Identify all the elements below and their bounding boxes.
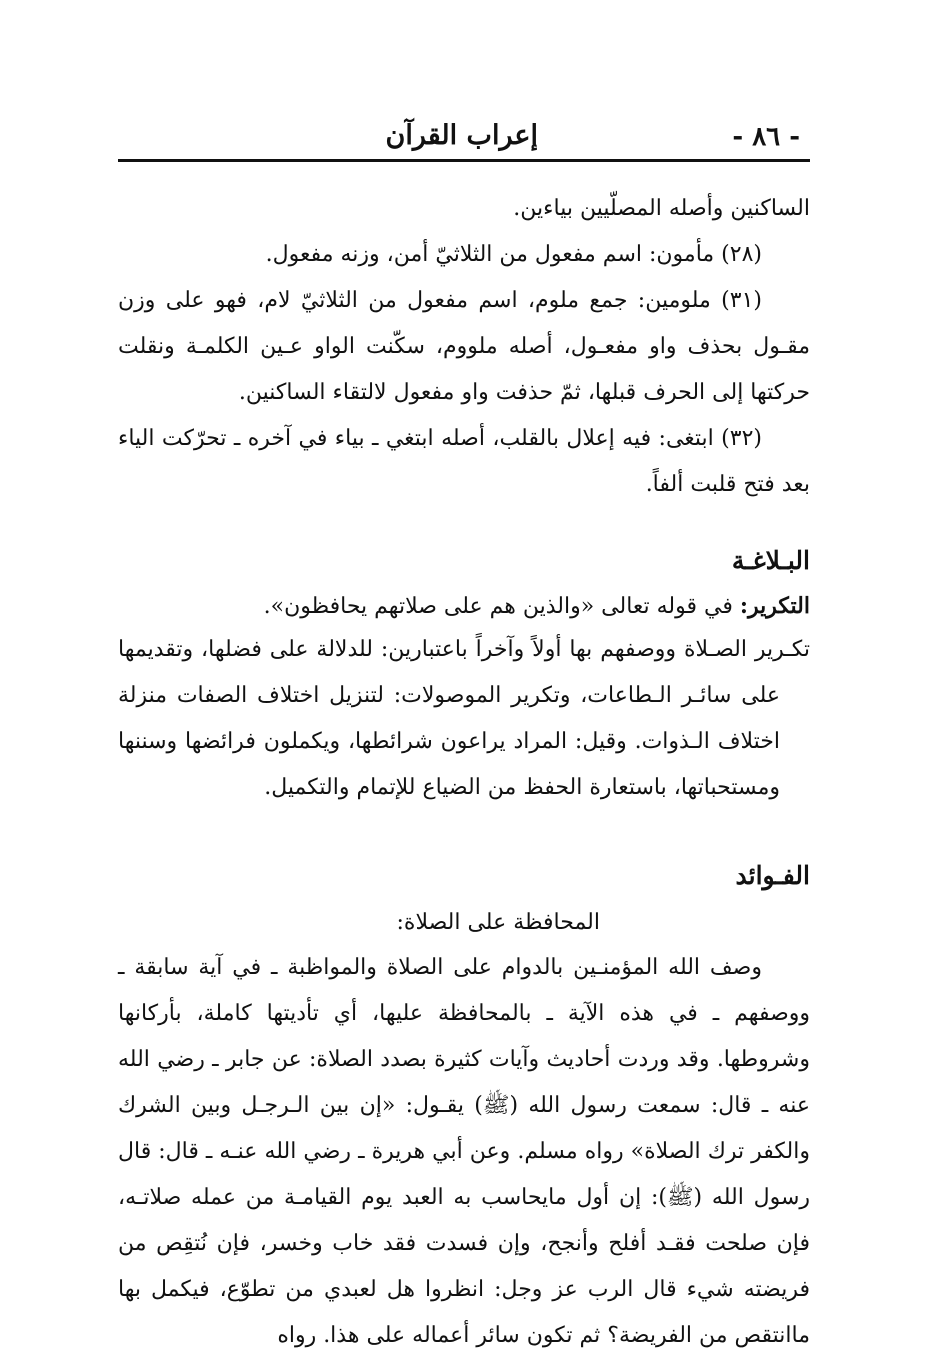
note-28: (٢٨) مأمون: اسم مفعول من الثلاثيّ أمن، وزنه مفعول.	[265, 242, 762, 267]
fawaid-subheading: المحافظة على الصلاة:	[396, 910, 600, 935]
note-32: (٣٢) ابتغى: فيه إعلال بالقلب، أصله ابتغي ـ بياء في آخره ـ تحرّكت الياء بعد فتح قلبت ألفاً.	[118, 426, 810, 497]
header-rule	[118, 159, 810, 162]
balagha-intro	[118, 586, 810, 627]
paragraph-continuation: الساكنين وأصله المصلّيين بياءين.	[513, 196, 810, 221]
spacer	[118, 508, 810, 522]
spacer	[118, 811, 810, 837]
book-page	[118, 112, 810, 1359]
balagha-verse: في قوله تعالى «والذين هم على صلاتهم يحافظون».	[263, 594, 733, 619]
running-title: إعراب القرآن	[385, 120, 538, 151]
balagha-term: التكرير:	[739, 593, 810, 619]
balagha-heading: البـلاغـة	[731, 546, 810, 575]
page-number: - ٨٦ -	[732, 122, 800, 152]
page-header	[118, 112, 810, 160]
fawaid-heading: الفـوائد	[735, 861, 810, 890]
page-body	[118, 160, 810, 1359]
note-31: (٣١) ملومين: جمع ملوم، اسم مفعول من الثلاثيّ لام، فهو على وزن مقـول بحذف واو مفعـول، أصله ملووم، سكّنت الواو عـين الكلمـة ونقلت حركتها إلى الحرف قبلها، ثمّ حذفت واو مفعول لالتقاء الساكنين.	[118, 288, 810, 405]
balagha-explanation: تكـرير الصـلاة ووصفهم بها أولاً وآخراً باعتبارين: للدلالة على فضلها، وتقديمها على سائـر الـطاعات، وتكرير الموصولات: لتنزيل اختلاف الصفات منزلة اختلاف الـذوات. وقيل: المراد يراعون شرائطها، ويكملون فرائضها وسننها ومستحباتها، باستعارة الحفظ من الضياع للإتمام والتكميل.	[118, 637, 810, 800]
fawaid-body: وصف الله المؤمنـين بالدوام على الصلاة والمواظبة ـ في آية سابقة ـ ووصفهم ـ في هذه الآية ـ بالمحافظة عليها، أي تأديتها كاملة، بأركانها وشروطها. وقد وردت أحاديث وآيات كثيرة بصدد الصلاة: عن جابر ـ رضي الله عنه ـ قال: سمعت رسول الله (ﷺ) يقـول: «إن بين الـرجـل وبين الشرك والكفر ترك الصلاة» رواه مسلم. وعن أبي هريرة ـ رضي الله عنـه ـ قال: قال رسول الله (ﷺ): إن أول مايحاسب به العبد يوم القيامـة من عمله صلاتـه، فإن صلحت فقـد أفلح وأنجح، وإن فسدت فقد خاب وخسر، فإن نُتقِص من فريضته شيء قال الرب عز وجل: انظروا هل لعبدي من تطوّع، فيكمل بها ماانتقص من الفريضة؟ ثم تكون سائر أعماله على هذا. رواه	[118, 955, 810, 1348]
